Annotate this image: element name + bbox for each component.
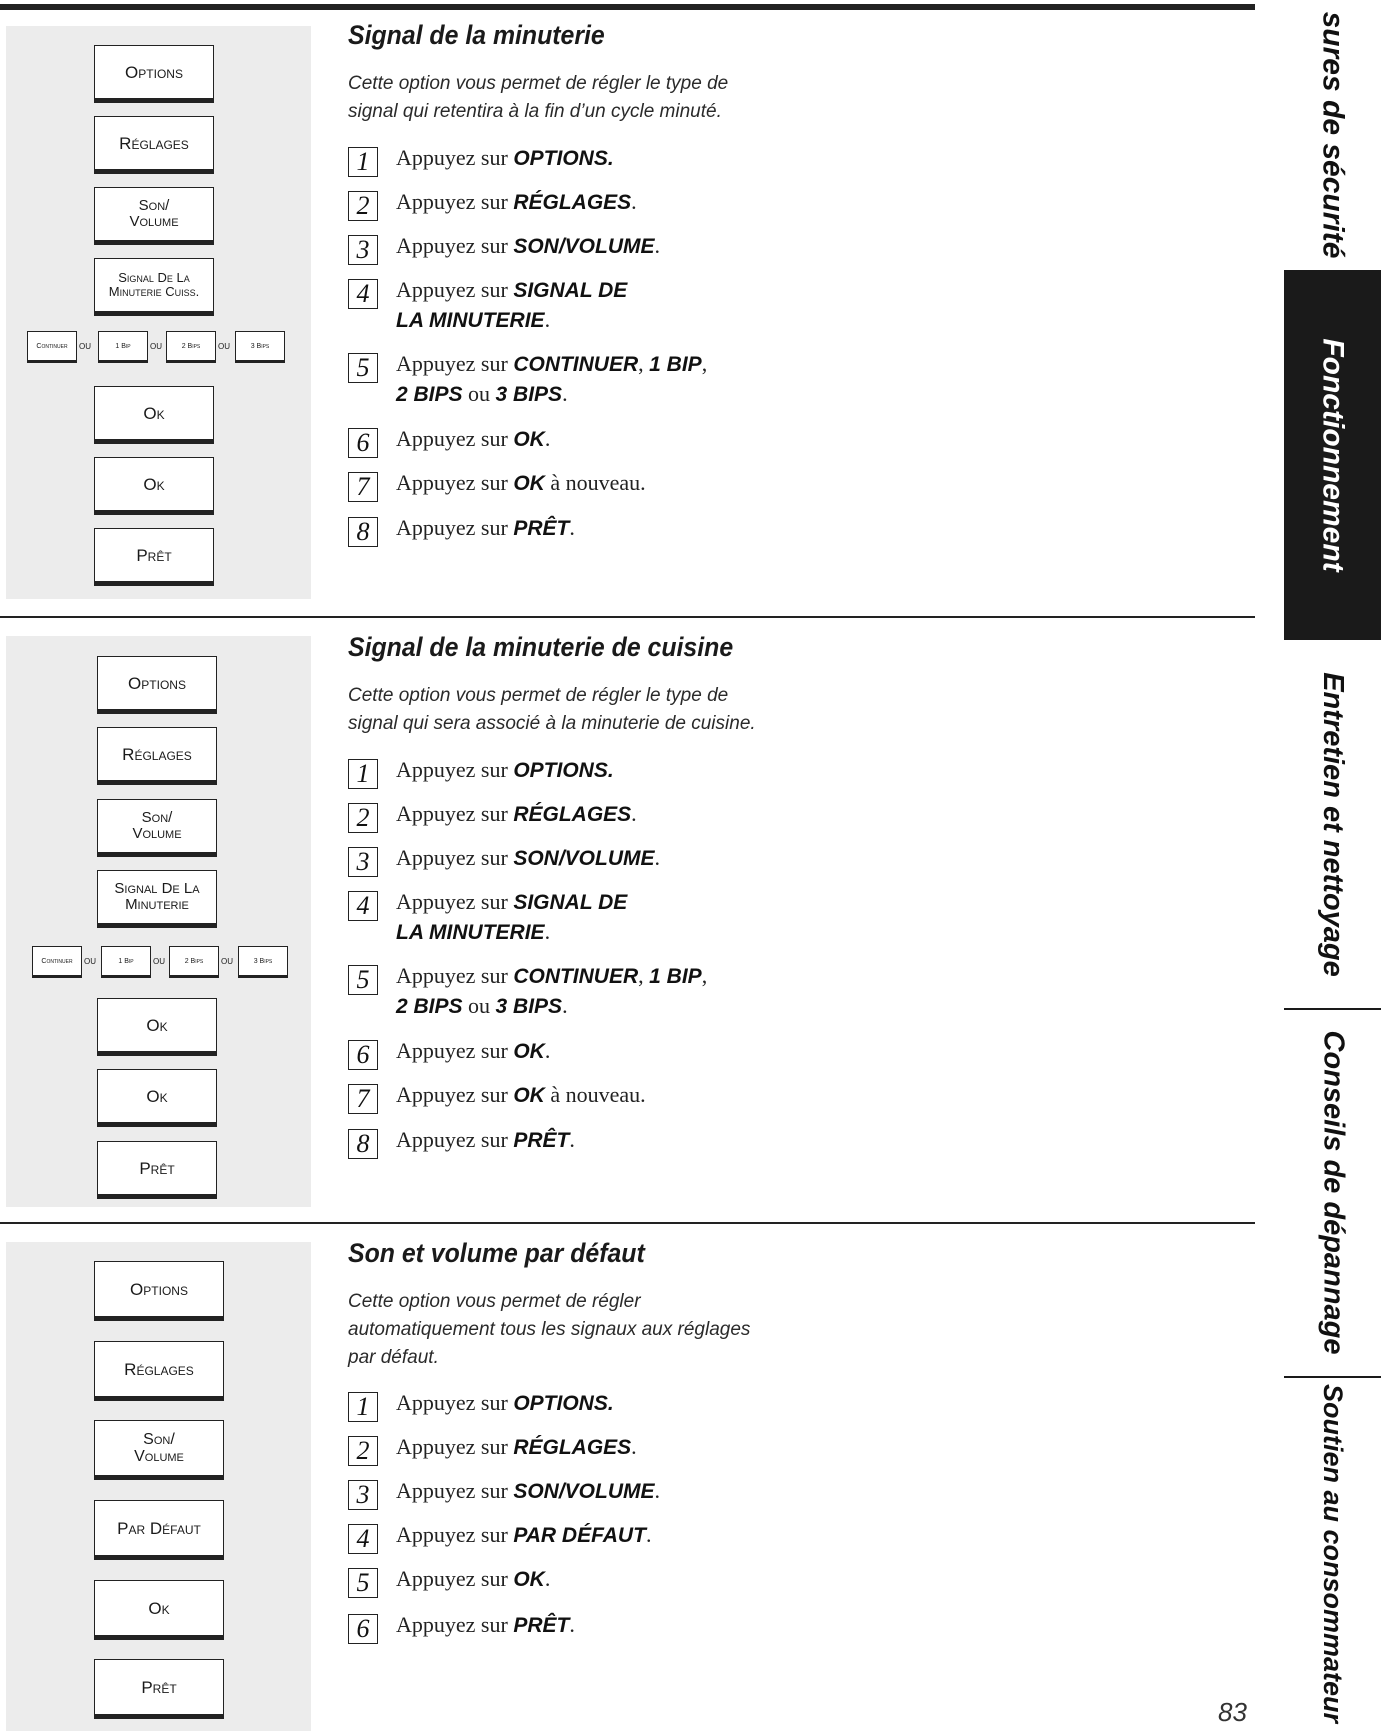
1-bip-choice-button: 1 Bip [101, 946, 151, 978]
step-number: 8 [348, 517, 378, 547]
section-signal-minuterie [348, 0, 988, 610]
step-number: 7 [348, 472, 378, 502]
continuer-choice-button: Continuer [32, 946, 82, 978]
step-text: Appuyez sur RÉGLAGES. [396, 189, 637, 214]
tab-divider [1284, 1376, 1381, 1378]
tab-label: Entretien et nettoyage [1317, 671, 1349, 977]
step-number: 3 [348, 847, 378, 877]
chapter-tabs [1284, 0, 1381, 1731]
son-volume-button: Son/ Volume [94, 187, 214, 245]
tab-divider [1284, 1008, 1381, 1010]
step-text: Appuyez sur RÉGLAGES. [396, 801, 637, 826]
step-text: Appuyez sur OK. [396, 1038, 551, 1063]
reglages-button: Réglages [97, 727, 217, 785]
step-text: Appuyez sur SON/VOLUME. [396, 1478, 660, 1503]
tab-label: Soutien au consommateur [1318, 1383, 1348, 1724]
1-bip-choice-button: 1 Bip [98, 331, 148, 363]
section-title: Son et volume par défaut [348, 1238, 645, 1268]
son-volume-button: Son/ Volume [94, 1420, 224, 1480]
step-text: Appuyez sur PRÊT. [396, 515, 575, 540]
continuer-choice-button: Continuer [27, 331, 77, 363]
step-text: Appuyez sur OK à nouveau. [396, 1082, 646, 1107]
step-number: 6 [348, 1614, 378, 1644]
2-bips-choice-button: 2 Bips [169, 946, 219, 978]
step-number: 3 [348, 1480, 378, 1510]
tab-conseils-depannage[interactable] [1284, 1008, 1381, 1376]
pret-button: Prêt [94, 528, 214, 586]
step-text: Appuyez sur OK. [396, 1566, 551, 1591]
or-label: ou [84, 955, 96, 967]
pret-button: Prêt [97, 1141, 217, 1199]
step-number: 7 [348, 1084, 378, 1114]
step-number: 1 [348, 759, 378, 789]
section-title: Signal de la minuterie [348, 20, 605, 50]
step-text: Appuyez sur CONTINUER, 1 BIP, 2 BIPS ou 3 BIPS. [396, 351, 708, 406]
signal-minuterie-button: Signal De La Minuterie Cuiss. [94, 258, 214, 316]
step-text: Appuyez sur OPTIONS. [396, 145, 614, 170]
ok-button: Ok [94, 1580, 224, 1640]
step-text: Appuyez sur SON/VOLUME. [396, 233, 660, 258]
3-bips-choice-button: 3 Bips [235, 331, 285, 363]
tab-mesures-securite[interactable] [1284, 0, 1381, 270]
pret-button: Prêt [94, 1659, 224, 1719]
3-bips-choice-button: 3 Bips [238, 946, 288, 978]
button-sequence-panel [6, 636, 311, 1207]
ok-button: Ok [97, 1069, 217, 1127]
step-text: Appuyez sur PRÊT. [396, 1127, 575, 1152]
or-label: ou [221, 955, 233, 967]
step-number: 2 [348, 1436, 378, 1466]
step-number: 1 [348, 147, 378, 177]
step-text: Appuyez sur OPTIONS. [396, 757, 614, 782]
step-number: 5 [348, 1568, 378, 1598]
step-text: Appuyez sur SON/VOLUME. [396, 845, 660, 870]
step-number: 4 [348, 279, 378, 309]
step-text: Appuyez sur SIGNAL DE LA MINUTERIE. [396, 277, 628, 332]
step-number: 6 [348, 1040, 378, 1070]
or-label: ou [153, 955, 165, 967]
2-bips-choice-button: 2 Bips [166, 331, 216, 363]
or-label: ou [79, 340, 91, 352]
section-title: Signal de la minuterie de cuisine [348, 632, 734, 662]
options-button: Options [94, 1261, 224, 1321]
section-intro: Cette option vous permet de régler automatiquement tous les signaux aux réglages par défaut. [348, 1291, 751, 1368]
reglages-button: Réglages [94, 1341, 224, 1401]
button-sequence-panel [6, 26, 311, 599]
par-defaut-button: Par Défaut [94, 1500, 224, 1560]
ok-button: Ok [94, 386, 214, 444]
tab-entretien-nettoyage[interactable] [1284, 640, 1381, 1008]
tab-label: Fonctionnement [1316, 338, 1350, 572]
step-text: Appuyez sur SIGNAL DE LA MINUTERIE. [396, 889, 628, 944]
options-button: Options [97, 656, 217, 714]
step-number: 3 [348, 235, 378, 265]
tab-label: sures de sécurité [1316, 11, 1350, 259]
or-label: ou [218, 340, 230, 352]
step-number: 4 [348, 891, 378, 921]
step-number: 5 [348, 965, 378, 995]
step-number: 5 [348, 353, 378, 383]
step-text: Appuyez sur CONTINUER, 1 BIP, 2 BIPS ou 3 BIPS. [396, 963, 708, 1018]
or-label: ou [150, 340, 162, 352]
ok-button: Ok [94, 457, 214, 515]
step-number: 2 [348, 803, 378, 833]
section-signal-minuterie-cuisine [348, 618, 988, 1218]
step-number: 6 [348, 428, 378, 458]
section-son-volume-defaut [348, 1224, 988, 1724]
section-intro: Cette option vous permet de régler le type de signal qui sera associé à la minuterie de cuisine. [348, 685, 756, 734]
son-volume-button: Son/ Volume [97, 799, 217, 857]
step-text: Appuyez sur OK à nouveau. [396, 470, 646, 495]
tab-soutien-consommateur[interactable] [1284, 1376, 1381, 1731]
options-button: Options [94, 45, 214, 103]
signal-minuterie-button: Signal De La Minuterie [97, 870, 217, 928]
tab-label: Conseils de dépannage [1317, 1030, 1350, 1354]
step-text: Appuyez sur OK. [396, 426, 551, 451]
step-number: 8 [348, 1129, 378, 1159]
step-text: Appuyez sur PAR DÉFAUT. [396, 1522, 652, 1547]
section-intro: Cette option vous permet de régler le type de signal qui retentira à la fin d’un cycle minuté. [348, 73, 729, 122]
ok-button: Ok [97, 998, 217, 1056]
page-number: 83 [1218, 1697, 1247, 1727]
reglages-button: Réglages [94, 116, 214, 174]
step-number: 4 [348, 1524, 378, 1554]
step-number: 2 [348, 191, 378, 221]
step-number: 1 [348, 1392, 378, 1422]
step-text: Appuyez sur OPTIONS. [396, 1390, 614, 1415]
step-text: Appuyez sur RÉGLAGES. [396, 1434, 637, 1459]
step-text: Appuyez sur PRÊT. [396, 1612, 575, 1637]
tab-fonctionnement[interactable] [1284, 270, 1381, 640]
button-sequence-panel [6, 1242, 311, 1731]
